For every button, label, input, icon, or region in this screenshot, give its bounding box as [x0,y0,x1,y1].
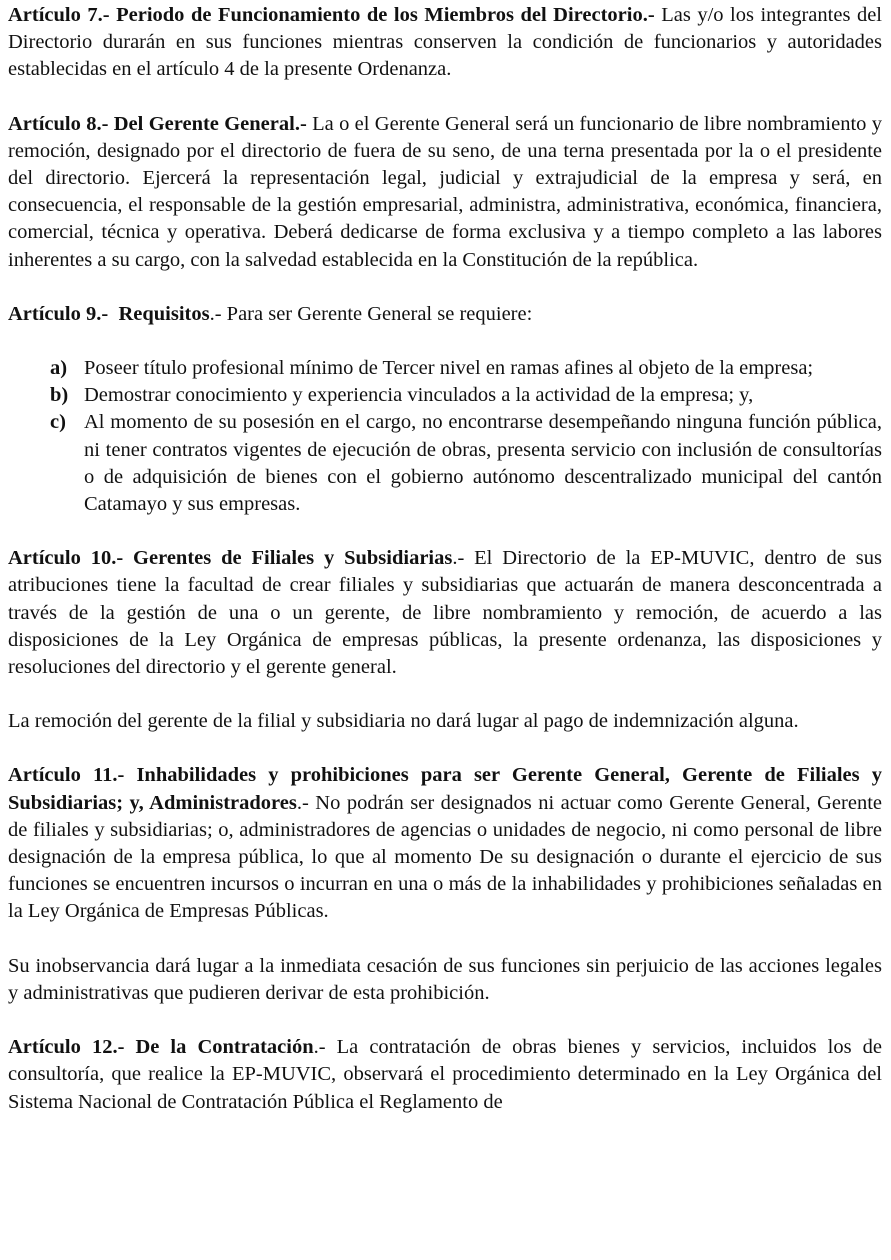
list-item-text: Al momento de su posesión en el cargo, no encontrarse desempeñando ninguna función pública, ni tener contratos vigentes de ejecución de obras, presenta servicio con inclusión de consultorías o de adquisición de bienes con el gobierno autónomo descentralizado municipal del cantón Catamayo y sus empresas. [84,411,882,516]
list-item [50,409,882,518]
article-11-paragraph-2: Su inobservancia dará lugar a la inmediata cesación de sus funciones sin perjuicio de las acciones legales y administrativas que pudieren derivar de esta prohibición. [8,954,882,1004]
article-8-title: Artículo 8.- Del Gerente General.- [8,112,307,135]
article-10-title: Artículo 10.- Gerentes de Filiales y Subsidiarias [8,547,453,570]
list-marker: a) [50,357,68,380]
article-7-title: Artículo 7.- Periodo de Funcionamiento de los Miembros del Directorio.- [8,4,655,26]
article-12-body: La contratación de obras bienes y servicios, incluidos los de consultoría, que realice la EP-MUVIC, observará el procedimiento determinado en la Ley Orgánica del Sistema Nacional de Contratación Pública el Reglamento de [8,1036,882,1113]
article-9 [8,301,882,328]
article-10-body: El Directorio de la EP-MUVIC, dentro de sus atribuciones tiene la facultad de crear filiales y subsidiarias que actuarán de manera desconcentrada a través de la gestión de una o un gerente, de libre nombramiento y remoción, de acuerdo a las disposiciones de la Ley Orgánica de empresas públicas, la presente ordenanza, las disposiciones y resoluciones del directorio y el gerente general. [8,547,882,679]
list-item-text: Poseer título profesional mínimo de Tercer nivel en ramas afines al objeto de la empresa; [84,357,814,380]
article-9-title-name: Requisitos [118,302,210,325]
article-12-title: Artículo 12.- De la Contratación [8,1036,314,1059]
article-11 [8,762,882,925]
article-7 [8,2,882,84]
article-7-body: Las y/o los integrantes del Directorio durarán en sus funciones mientras conserven la condición de funcionarios y autoridades establecidas en el artículo 4 de la presente Ordenanza. [8,4,882,81]
article-10 [8,545,882,681]
article-11-body: No podrán ser designados ni actuar como Gerente General, Gerente de filiales y subsidiarias; o, administradores de agencias o unidades de negocio, ni como personal de libre designación de la empresa pública, lo que al momento De su designación o durante el ejercicio de sus funciones se encuentren incursos o incurran en una o más de la inhabilidades y prohibiciones señaladas en la Ley Orgánica de Empresas Públicas. [8,791,882,923]
article-10-title-suffix: .- [452,547,465,570]
article-9-title-number: Artículo 9.- [8,302,109,325]
article-8-body: La o el Gerente General será un funcionario de libre nombramiento y remoción, designado por el directorio de fuera de su seno, de una terna presentada por la o el presidente del directorio. Ejercerá la representación legal, judicial y extrajudicial de la empresa y será, en consecuencia, el responsable de la gestión empresarial, administra, administrativa, económica, financiera, comercial, técnica y operativa. Deberá dedicarse de forma exclusiva y a tiempo completo a las labores inherentes a su cargo, con la salvedad establecida en la Constitución de la república. [8,112,882,271]
article-8 [8,111,882,274]
requirements-list [8,355,882,518]
article-11-title-suffix: .- [296,791,309,814]
list-item [50,355,882,382]
document-page [8,2,882,1116]
article-9-body: Para ser Gerente General se requiere: [221,302,533,325]
list-item-text: Demostrar conocimiento y experiencia vinculados a la actividad de la empresa; y, [84,384,754,407]
article-9-title-suffix: .- [209,302,222,325]
article-12-title-suffix: .- [313,1036,326,1059]
list-marker: b) [50,384,69,407]
article-11-title: Artículo 11.- Inhabilidades y prohibiciones para ser Gerente General, Gerente de Filiales y Subsidiarias; y, Administradores [8,764,882,814]
article-12 [8,1034,882,1116]
list-marker: c) [50,411,66,434]
list-item [50,382,882,409]
article-10-paragraph-2: La remoción del gerente de la filial y subsidiaria no dará lugar al pago de indemnización alguna. [8,710,799,733]
